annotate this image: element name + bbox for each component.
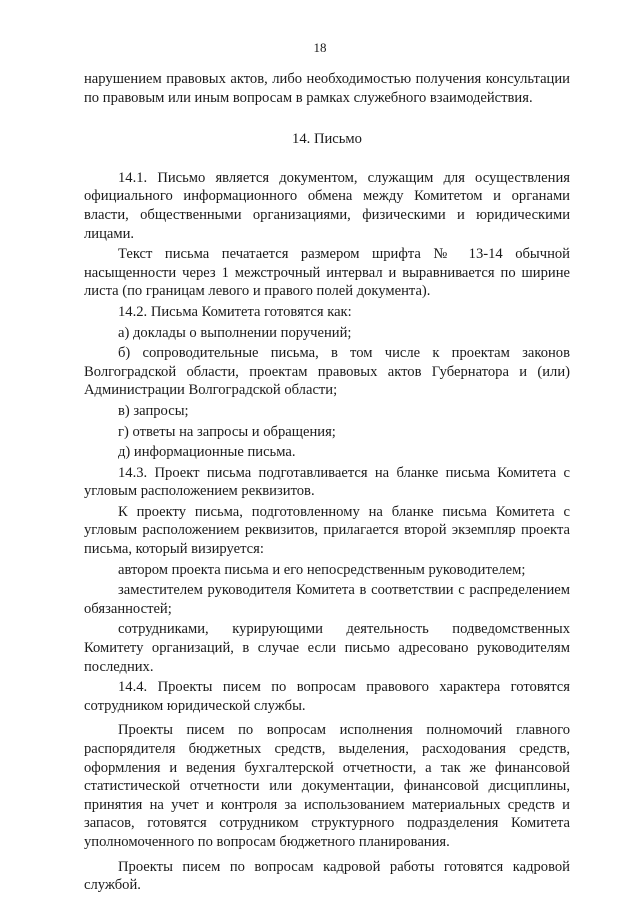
section-heading: 14. Письмо bbox=[292, 131, 362, 148]
paragraph-budget: Проекты писем по вопросам исполнения полномочий главного распорядителя бюджетных средств, выделения, расходования средств, оформления и ведения бухгалтерской отчетности, а так же финансовой статистической отчетности или документации, финансовой дисциплины, принятия на учет и контроля за использованием материальных средств и запасов, готовятся сотрудником структурного подразделения Комитета уполномоченного по вопросам бюджетного планирования. bbox=[84, 722, 570, 850]
paragraph-intro: нарушением правовых актов, либо необходимостью получения консультации по правовым или иным вопросам в рамках служебного взаимодействия. bbox=[84, 71, 570, 106]
list-item-a: а) доклады о выполнении поручений; bbox=[118, 324, 352, 341]
paragraph-14-2: 14.2. Письма Комитета готовятся как: bbox=[118, 303, 352, 320]
paragraph-author: автором проекта письма и его непосредственным руководителем; bbox=[118, 561, 526, 578]
document-body bbox=[84, 70, 570, 895]
list-item-g: г) ответы на запросы и обращения; bbox=[118, 423, 336, 440]
paragraph-text-format: Текст письма печатается размером шрифта № 13-14 обычной насыщенности через 1 межстрочный интервал и выравнивается по ширине листа (по границам левого и правого полей документа). bbox=[84, 246, 570, 300]
page-number: 18 bbox=[313, 40, 327, 55]
paragraph-deputy: заместителем руководителя Комитета в соответствии с распределением обязанностей; bbox=[84, 582, 570, 617]
paragraph-staff: сотрудниками, курирующими деятельность подведомственных Комитету организаций, в случае если письмо адресовано руководителям последних. bbox=[84, 621, 570, 675]
paragraph-14-3: 14.3. Проект письма подготавливается на бланке письма Комитета с угловым расположением реквизитов. bbox=[84, 464, 570, 500]
paragraph-14-4: 14.4. Проекты писем по вопросам правового характера готовятся сотрудником юридической службы. bbox=[84, 679, 570, 714]
paragraph-visa: К проекту письма, подготовленному на бланке письма Комитета с угловым расположением реквизитов, прилагается второй экземпляр проекта письма, который визируется: bbox=[84, 503, 570, 558]
paragraph-14-1: 14.1. Письмо является документом, служащим для осуществления официального информационного обмена между Комитетом и органами власти, общественными организациями, физическими и юридическими лицами. bbox=[84, 169, 570, 242]
list-item-b: б) сопроводительные письма, в том числе к проектам законов Волгоградской области, проектам правовых актов Губернатора и (или) Администрации Волгоградской области; bbox=[84, 345, 570, 399]
list-item-v: в) запросы; bbox=[118, 402, 189, 419]
list-item-d: д) информационные письма. bbox=[118, 444, 296, 461]
paragraph-hr: Проекты писем по вопросам кадровой работы готовятся кадровой службой. bbox=[84, 858, 570, 894]
